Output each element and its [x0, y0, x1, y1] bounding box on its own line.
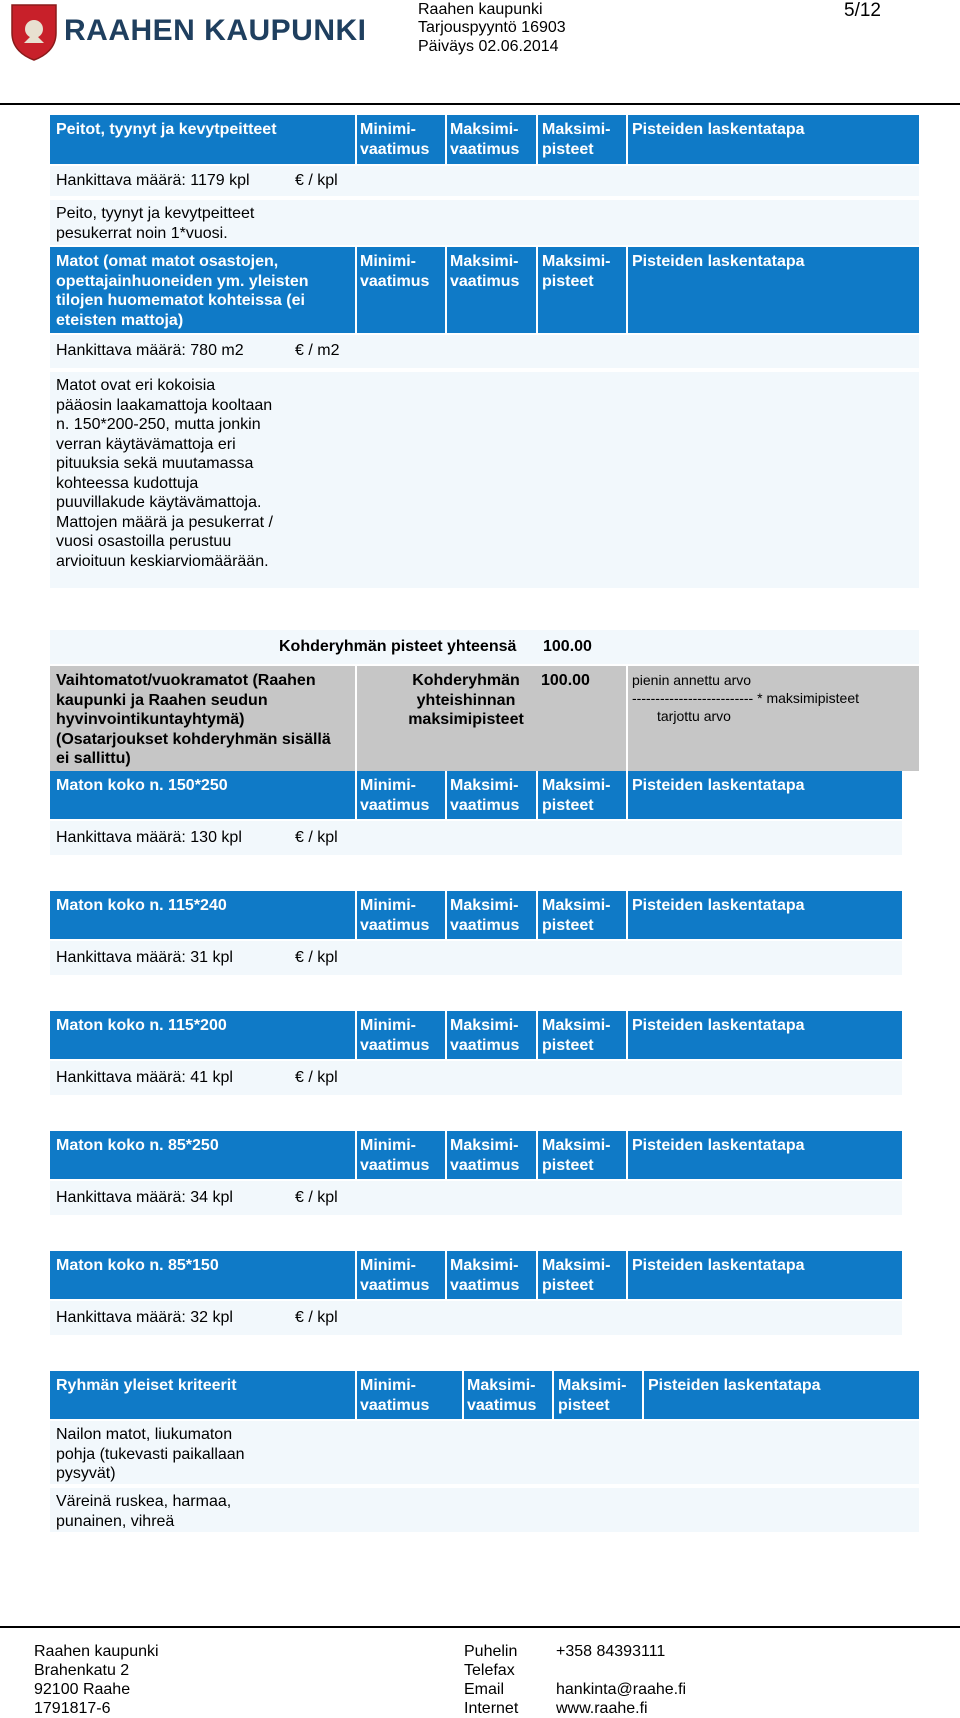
total-label: Kohderyhmän pisteet yhteensä — [279, 638, 517, 655]
col-min: Minimi- vaatimus — [360, 253, 430, 290]
total-row — [50, 630, 919, 664]
group-max-label: Kohderyhmän yhteishinnan maksimipisteet — [408, 672, 524, 728]
col-maxp: Maksimi- pisteet — [542, 1137, 611, 1174]
item-header — [50, 1251, 902, 1299]
col-max: Maksimi- vaatimus — [450, 897, 520, 934]
section-header-matot — [50, 247, 919, 333]
qty-text: Hankittava määrä: 780 m2 — [56, 342, 244, 359]
unit-text: € / kpl — [295, 1189, 338, 1206]
section-title: Peitot, tyynyt ja kevytpeitteet — [56, 121, 277, 138]
col-maxp: Maksimi- pisteet — [542, 121, 611, 158]
item-title: Maton koko n. 115*200 — [56, 1017, 227, 1034]
col-maxp: Maksimi- pisteet — [558, 1377, 627, 1414]
website-link[interactable]: www.raahe.fi — [556, 1700, 648, 1717]
col-min: Minimi- vaatimus — [360, 1257, 430, 1294]
group-max-value: 100.00 — [541, 672, 590, 689]
qty-row — [50, 941, 902, 975]
criteria-text: Nailon matot, liukumaton pohja (tukevasti paikallaan pysyvät) — [56, 1426, 245, 1482]
col-max: Maksimi- vaatimus — [450, 121, 520, 158]
section-title: Matot (omat matot osastojen, opettajainhuoneiden ym. yleisten tilojen huomematot kohteissa (ei eteisten mattoja) — [56, 253, 309, 329]
footer-labels: Puhelin Telefax Email Internet — [464, 1643, 519, 1717]
page-number: 5/12 — [844, 0, 881, 21]
qty-row — [50, 1061, 902, 1095]
note-text: Peito, tyynyt ja kevytpeitteet pesukerrat noin 1*vuosi. — [56, 205, 255, 242]
org-logo-text: RAAHEN KAUPUNKI — [64, 14, 367, 47]
col-maxp: Maksimi- pisteet — [542, 1257, 611, 1294]
col-max: Maksimi- vaatimus — [450, 1137, 520, 1174]
item-header — [50, 771, 902, 819]
unit-text: € / kpl — [295, 172, 338, 189]
col-calc: Pisteiden laskentatapa — [632, 1017, 805, 1034]
footer-rule — [0, 1626, 960, 1628]
qty-text: Hankittava määrä: 1179 kpl — [56, 172, 250, 189]
qty-row — [50, 821, 902, 855]
col-max: Maksimi- vaatimus — [467, 1377, 537, 1414]
qty-row — [50, 166, 919, 196]
header-rule — [0, 103, 960, 105]
col-calc: Pisteiden laskentatapa — [648, 1377, 821, 1394]
qty-text: Hankittava määrä: 31 kpl — [56, 949, 233, 966]
qty-row — [50, 335, 919, 368]
unit-text: € / kpl — [295, 829, 338, 846]
col-min: Minimi- vaatimus — [360, 121, 430, 158]
col-calc: Pisteiden laskentatapa — [632, 253, 805, 270]
col-max: Maksimi- vaatimus — [450, 777, 520, 814]
unit-text: € / m2 — [295, 342, 340, 359]
item-title: Maton koko n. 85*150 — [56, 1257, 219, 1274]
criteria-row — [50, 1421, 919, 1484]
col-calc: Pisteiden laskentatapa — [632, 121, 805, 138]
col-maxp: Maksimi- pisteet — [542, 777, 611, 814]
qty-text: Hankittava määrä: 34 kpl — [56, 1189, 233, 1206]
col-min: Minimi- vaatimus — [360, 777, 430, 814]
header-tender: Tarjouspyyntö 16903 — [418, 19, 566, 36]
criteria-title: Ryhmän yleiset kriteerit — [56, 1377, 237, 1394]
item-title: Maton koko n. 150*250 — [56, 777, 228, 794]
note-row — [50, 200, 919, 245]
col-min: Minimi- vaatimus — [360, 1137, 430, 1174]
col-calc: Pisteiden laskentatapa — [632, 777, 805, 794]
col-calc: Pisteiden laskentatapa — [632, 1137, 805, 1154]
header-date: Päiväys 02.06.2014 — [418, 38, 559, 55]
group-title: Vaihtomatot/vuokramatot (Raahen kaupunki ja Raahen seudun hyvinvointikuntayhtymä) (Osatarjoukset kohderyhmän sisällä ei sallittu) — [56, 672, 331, 767]
footer-address: Raahen kaupunki Brahenkatu 2 92100 Raahe 1791817-6 — [34, 1643, 159, 1717]
criteria-text: Väreinä ruskea, harmaa, punainen, vihreä — [56, 1493, 232, 1530]
col-max: Maksimi- vaatimus — [450, 1257, 520, 1294]
col-maxp: Maksimi- pisteet — [542, 897, 611, 934]
item-header — [50, 891, 902, 939]
item-title: Maton koko n. 85*250 — [56, 1137, 219, 1154]
col-max: Maksimi- vaatimus — [450, 1017, 520, 1054]
item-header — [50, 1131, 902, 1179]
email-link[interactable]: hankinta@raahe.fi — [556, 1681, 687, 1698]
qty-text: Hankittava määrä: 130 kpl — [56, 829, 242, 846]
col-min: Minimi- vaatimus — [360, 897, 430, 934]
note-row — [50, 372, 919, 588]
group-header — [50, 666, 919, 771]
col-maxp: Maksimi- pisteet — [542, 1017, 611, 1054]
unit-text: € / kpl — [295, 949, 338, 966]
unit-text: € / kpl — [295, 1069, 338, 1086]
footer-values: +358 84393111 hankinta@raahe.fi www.raahe.fi — [556, 1643, 687, 1717]
col-max: Maksimi- vaatimus — [450, 253, 520, 290]
criteria-header — [50, 1371, 919, 1419]
col-calc: Pisteiden laskentatapa — [632, 1257, 805, 1274]
section-header-peitot — [50, 115, 919, 164]
total-value: 100.00 — [543, 638, 592, 655]
note-text: Matot ovat eri kokoisia pääosin laakamattoja kooltaan n. 150*200-250, mutta jonkin verran käytävämattoja eri pituuksia sekä muutamassa kohteessa kudottuja puuvillakude käytävämattoja. Mattojen määrä ja pesukerrat / vuosi osastoilla perustuu arvioituun keskiarviomäärään. — [56, 377, 273, 570]
col-min: Minimi- vaatimus — [360, 1377, 430, 1414]
item-title: Maton koko n. 115*240 — [56, 897, 227, 914]
col-min: Minimi- vaatimus — [360, 1017, 430, 1054]
col-maxp: Maksimi- pisteet — [542, 253, 611, 290]
qty-row — [50, 1181, 902, 1215]
formula: pienin annettu arvo -------------------------- * maksimipisteet tarjottu arvo — [632, 672, 860, 724]
col-calc: Pisteiden laskentatapa — [632, 897, 805, 914]
criteria-row — [50, 1488, 919, 1532]
header-org: Raahen kaupunki — [418, 1, 543, 18]
item-header — [50, 1011, 902, 1059]
city-crest-logo — [10, 3, 58, 61]
qty-text: Hankittava määrä: 32 kpl — [56, 1309, 233, 1326]
unit-text: € / kpl — [295, 1309, 338, 1326]
qty-row — [50, 1301, 902, 1335]
qty-text: Hankittava määrä: 41 kpl — [56, 1069, 233, 1086]
